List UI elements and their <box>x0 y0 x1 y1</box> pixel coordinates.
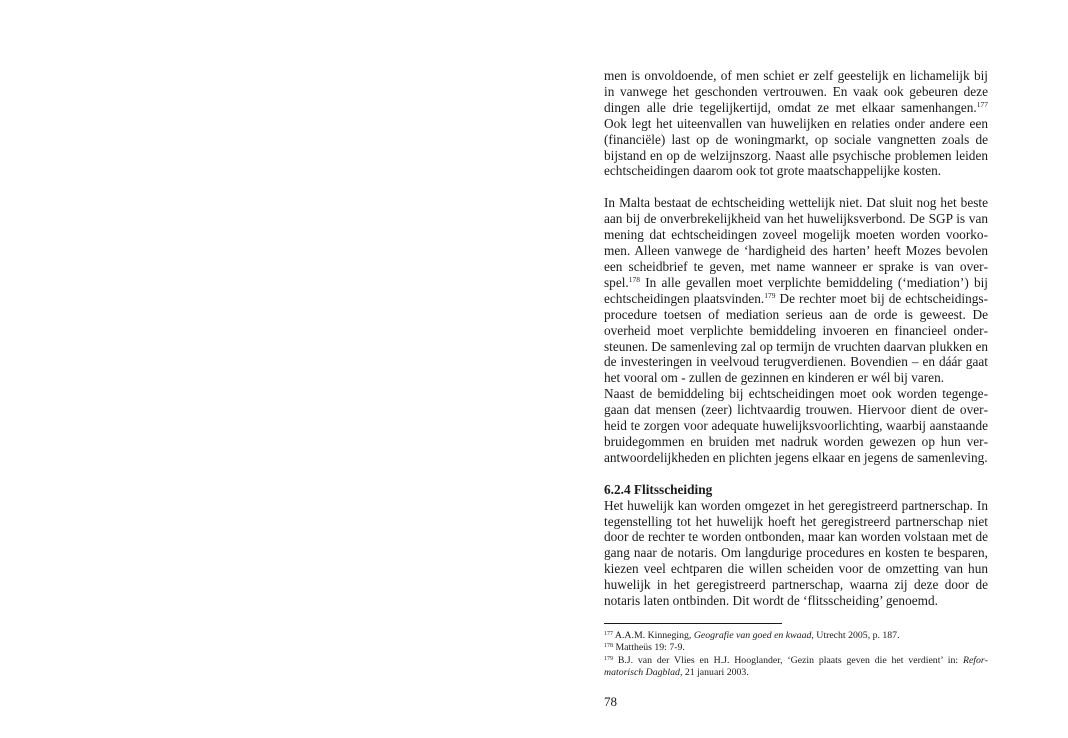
footnote-separator <box>604 623 782 624</box>
footnote-text: B.J. van der Vlies en H.J. Hooglander, ‘Gezin plaats geven die het verdient’ in: <box>613 654 963 666</box>
footnote-number: 178 <box>604 643 613 650</box>
section-heading: 6.2.4 Flitsscheiding <box>604 481 713 497</box>
footnote-text-end: , Utrecht 2005, p. 187. <box>811 630 900 641</box>
footnote-number: 179 <box>604 655 613 662</box>
paragraph-2-text-a: In Malta bestaat de echtscheiding wettelijk niet. Dat sluit nog het beste aan bij de onverbrekelijkheid van het huwelijksverbond. De SGP is van mening dat echtscheidingen zoveel mogelijk moeten worden voorkomen. Alleen vanwege de ‘hardigheid des harten’ heeft Mozes bevolen een scheidbrief te geven, met name wanneer er sprake is van overspel. <box>604 195 988 290</box>
right-page <box>604 68 988 710</box>
paragraph-gap <box>604 466 988 482</box>
paragraph-1-text-a: men is onvoldoende, of men schiet er zelf geestelijk en lichamelijk bij in vanwege het geschonden vertrouwen. En vaak ook gebeuren deze dingen alle drie tegelijkertijd, omdat ze met elkaar samenhangen. <box>604 68 988 115</box>
footnote-179 <box>604 655 988 680</box>
footnote-text: Mattheüs 19: 7-9. <box>613 642 685 654</box>
paragraph-gap <box>604 179 988 195</box>
paragraph-3: Naast de bemiddeling bij echtscheidingen moet ook worden tegengegaan dat mensen (zeer) lichtvaardig trouwen. Hiervoor dient de overheid te zorgen voor adequate huwelijksvoorlichting, waarbij aanstaande bruidegommen en bruiden met nadruk worden gewezen op hun verantwoordelijkheden en plichten jegens elkaar en jegens de samenleving. <box>604 386 988 465</box>
section-paragraph: Het huwelijk kan worden omgezet in het geregistreerd partnerschap. In tegenstelling tot het huwelijk hoeft het geregistreerd partnerschap niet door de rechter te worden ontbonden, maar kan worden volstaan met de gang naar de notaris. Om langdurige procedures en kosten te besparen, kiezen veel echtparen die willen scheiden voor de omzetting van hun huwelijk in het geregistreerd partnerschap, waarna zij deze door de notaris laten ontbinden. Dit wordt de ‘flitsscheiding’ genoemd. <box>604 497 988 609</box>
footnote-177 <box>604 630 988 642</box>
paragraph-2-text-b: In alle gevallen moet verplichte bemiddeling (‘mediation’) bij echtscheidingen plaatsvinden. <box>604 274 988 306</box>
footnote-ref-177: 177 <box>976 99 988 109</box>
footnote-ref-179: 179 <box>764 290 776 300</box>
footnote-title: Geografie van goed en kwaad <box>693 630 812 641</box>
footnote-178 <box>604 642 988 654</box>
paragraph-2 <box>604 195 988 386</box>
paragraph-2-text-c: De rechter moet bij de echtscheidingsprocedure toetsen of mediation serieus aan de orde is geweest. De overheid moet verplichte bemiddeling invoeren en financieel ondersteunen. De samenleving zal op termijn de vruchten daarvan plukken en de investeringen in veelvoud terugverdienen. Bovendien – en dáár gaat het vooral om - zullen de gezinnen en kinderen er wél bij varen. <box>604 290 989 386</box>
footnote-ref-178: 178 <box>628 274 640 284</box>
footnote-title: Reformatorisch Dagblad <box>604 654 988 679</box>
paragraph-1 <box>604 68 988 179</box>
footnote-number: 177 <box>604 631 613 637</box>
page-number: 78 <box>604 693 617 709</box>
footnote-text: A.A.M. Kinneging, <box>613 630 694 641</box>
paragraph-1-text-b: Ook legt het uiteenvallen van huwelijken en relaties onder andere een (financiële) last op de woningmarkt, op sociale vangnetten zoals de bijstand en op de welzijnszorg. Naast alle psychische problemen leiden echtscheidingen daarom ook tot grote maatschappelijke kosten. <box>604 115 988 179</box>
footnote-text-end: , 21 januari 2003. <box>679 667 749 679</box>
